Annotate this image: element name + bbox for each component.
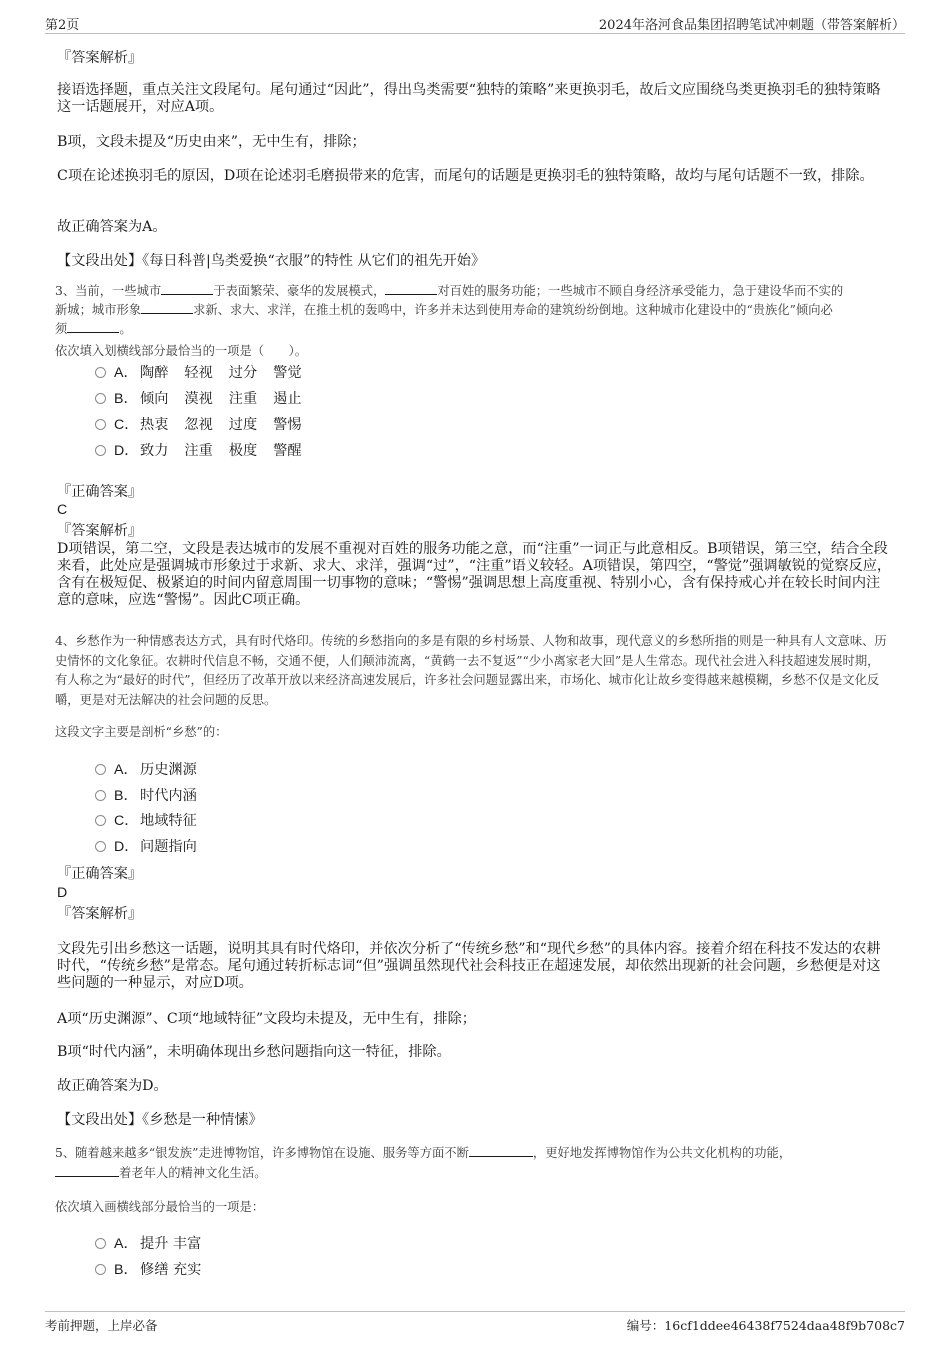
radio-icon[interactable]	[95, 790, 106, 801]
q3-analysis-label: 『答案解析』	[57, 523, 143, 539]
blank-4	[67, 321, 119, 333]
q3-answer-label: 『正确答案』	[57, 484, 143, 500]
page-footer	[45, 1311, 905, 1335]
radio-icon[interactable]	[95, 419, 106, 430]
q3-option-d[interactable]: D． 致力 注重 极度 警醒	[95, 440, 318, 462]
q2-analysis-p3: C项在论述换羽毛的原因，D项在论述羽毛磨损带来的危害，而尾句的话题是更换羽毛的独特策略，故均与尾句话题不一致，排除。	[57, 168, 874, 184]
q3-stem-line3: 须 。	[55, 322, 132, 336]
q5-option-a[interactable]: A． 提升 丰富	[95, 1233, 201, 1255]
radio-icon[interactable]	[95, 1238, 106, 1249]
q5-stem-line1: 5、随着越来越多“银发族”走进博物馆，许多博物馆在设施、服务等方面不断 ，更好地发挥博物馆作为公共文化机构的功能，	[55, 1146, 792, 1160]
q3-answer: C	[57, 502, 68, 518]
q3-option-c[interactable]: C． 热衷 忽视 过度 警惕	[95, 414, 318, 436]
radio-icon[interactable]	[95, 393, 106, 404]
q4-analysis-p1: 文段先引出乡愁这一话题，说明其具有时代烙印，并依次分析了“传统乡愁”和“现代乡愁”的具体内容。接着介绍在科技不发达的农耕时代，“传统乡愁”是常态。尾句通过转折标志词“但”强调虽然现代社会科技正在超速发展，却依然出现新的社会问题，乡愁便是对这些问题的一种显示，对应D项。	[57, 941, 881, 991]
document-title: 2024年洛河食品集团招聘笔试冲刺题（带答案解析）	[598, 18, 905, 33]
page-header	[45, 12, 905, 34]
q3-option-a[interactable]: A． 陶醉 轻视 过分 警觉	[95, 362, 318, 384]
q4-option-d[interactable]: D． 问题指向	[95, 836, 197, 858]
q4-source: 【文段出处】《乡愁是一种情愫》	[57, 1112, 263, 1128]
q4-analysis-label: 『答案解析』	[57, 906, 143, 922]
q4-analysis-p2: A项“历史渊源”、C项“地域特征”文段均未提及，无中生有，排除；	[57, 1011, 476, 1027]
q3-stem-line1: 3、当前，一些城市 于表面繁荣、豪华的发展模式， 对百姓的服务功能；一些城市不顾自身经济承受能力，急于建设华而不实的	[55, 284, 844, 298]
q2-analysis-p2: B项，文段未提及“历史由来”，无中生有，排除；	[57, 134, 366, 150]
radio-icon[interactable]	[95, 764, 106, 775]
q3-analysis: D项错误，第二空，文段是表达城市的发展不重视对百姓的服务功能之意，而“注重”一词正与此意相反。B项错误，第三空，结合全段来看，此处应是强调城市形象过于求新、求大、求洋，强调“过”，“注重”语义较轻。A项错误，第四空，“警觉”强调敏锐的觉察反应，含有在极短促、极紧迫的时间内留意周围一切事物的意味；“警惕”强调思想上高度重视、特别小心，含有保持戒心并在较长时间内注意的意味，应选“警惕”。因此C项正确。	[57, 541, 892, 608]
q4-stem: 4、乡愁作为一种情感表达方式，具有时代烙印。传统的乡愁指向的多是有限的乡村场景、人物和故事，现代意义的乡愁所指的则是一种具有人文意味、历史情怀的文化象征。农耕时代信息不畅，交通不便，人们颠沛流离，“黄鹤一去不复返”“少小离家老大回”是人生常态。现代社会进入科技超速发展时期，有人称之为“最好的时代”，但经历了改革开放以来经济高速发展后，许多社会问题显露出来，市场化、城市化让故乡变得越来越模糊，乡愁不仅是文化反嚼，更是对无法解决的社会问题的反思。	[55, 634, 887, 707]
q4-answer-label: 『正确答案』	[57, 866, 143, 882]
blank-1	[161, 283, 213, 295]
q2-source: 【文段出处】《每日科普|鸟类爱换“衣服”的特性 从它们的祖先开始》	[57, 253, 486, 269]
blank-1	[469, 1145, 533, 1157]
q5-stem-line2: 着老年人的精神文化生活。	[55, 1164, 891, 1184]
footer-slogan: 考前押题，上岸必备	[45, 1318, 158, 1333]
blank-2	[385, 283, 437, 295]
q4-answer: D	[57, 885, 68, 901]
blank-3	[141, 302, 193, 314]
q4-option-b[interactable]: B． 时代内涵	[95, 785, 197, 807]
q4-prompt: 这段文字主要是剖析“乡愁”的：	[55, 725, 228, 739]
q3-prompt: 依次填入划横线部分最恰当的一项是（ ）。	[55, 344, 308, 358]
q2-analysis-p1: 接语选择题，重点关注文段尾句。尾句通过“因此”，得出鸟类需要“独特的策略”来更换羽毛，故后文应围绕鸟类更换羽毛的独特策略这一话题展开，对应A项。	[57, 82, 881, 115]
radio-icon[interactable]	[95, 841, 106, 852]
document-code: 编号：16cf1ddee46438f7524daa48f9b708c7	[626, 1318, 905, 1333]
radio-icon[interactable]	[95, 445, 106, 456]
q2-analysis-p4: 故正确答案为A。	[57, 219, 167, 235]
q4-option-a[interactable]: A． 历史渊源	[95, 759, 197, 781]
q4-analysis-p3: B项“时代内涵”，未明确体现出乡愁问题指向这一特征，排除。	[57, 1044, 451, 1060]
page-number: 第2页	[45, 18, 80, 33]
radio-icon[interactable]	[95, 367, 106, 378]
q2-analysis-label: 『答案解析』	[57, 50, 143, 66]
q4-option-c[interactable]: C． 地域特征	[95, 810, 197, 832]
q3-stem-line2: 新城；城市形象 求新、求大、求洋，在推土机的轰鸣中，许多并未达到使用寿命的建筑纷纷倒地。这种城市化建设中的“贵族化”倾向必	[55, 303, 833, 317]
q5-option-b[interactable]: B． 修缮 充实	[95, 1259, 201, 1281]
q5-prompt: 依次填入画横线部分最恰当的一项是：	[55, 1200, 265, 1214]
radio-icon[interactable]	[95, 1264, 106, 1275]
blank-2	[55, 1165, 119, 1177]
radio-icon[interactable]	[95, 815, 106, 826]
q4-analysis-p4: 故正确答案为D。	[57, 1078, 168, 1094]
q3-option-b[interactable]: B． 倾向 漠视 注重 遏止	[95, 388, 318, 410]
